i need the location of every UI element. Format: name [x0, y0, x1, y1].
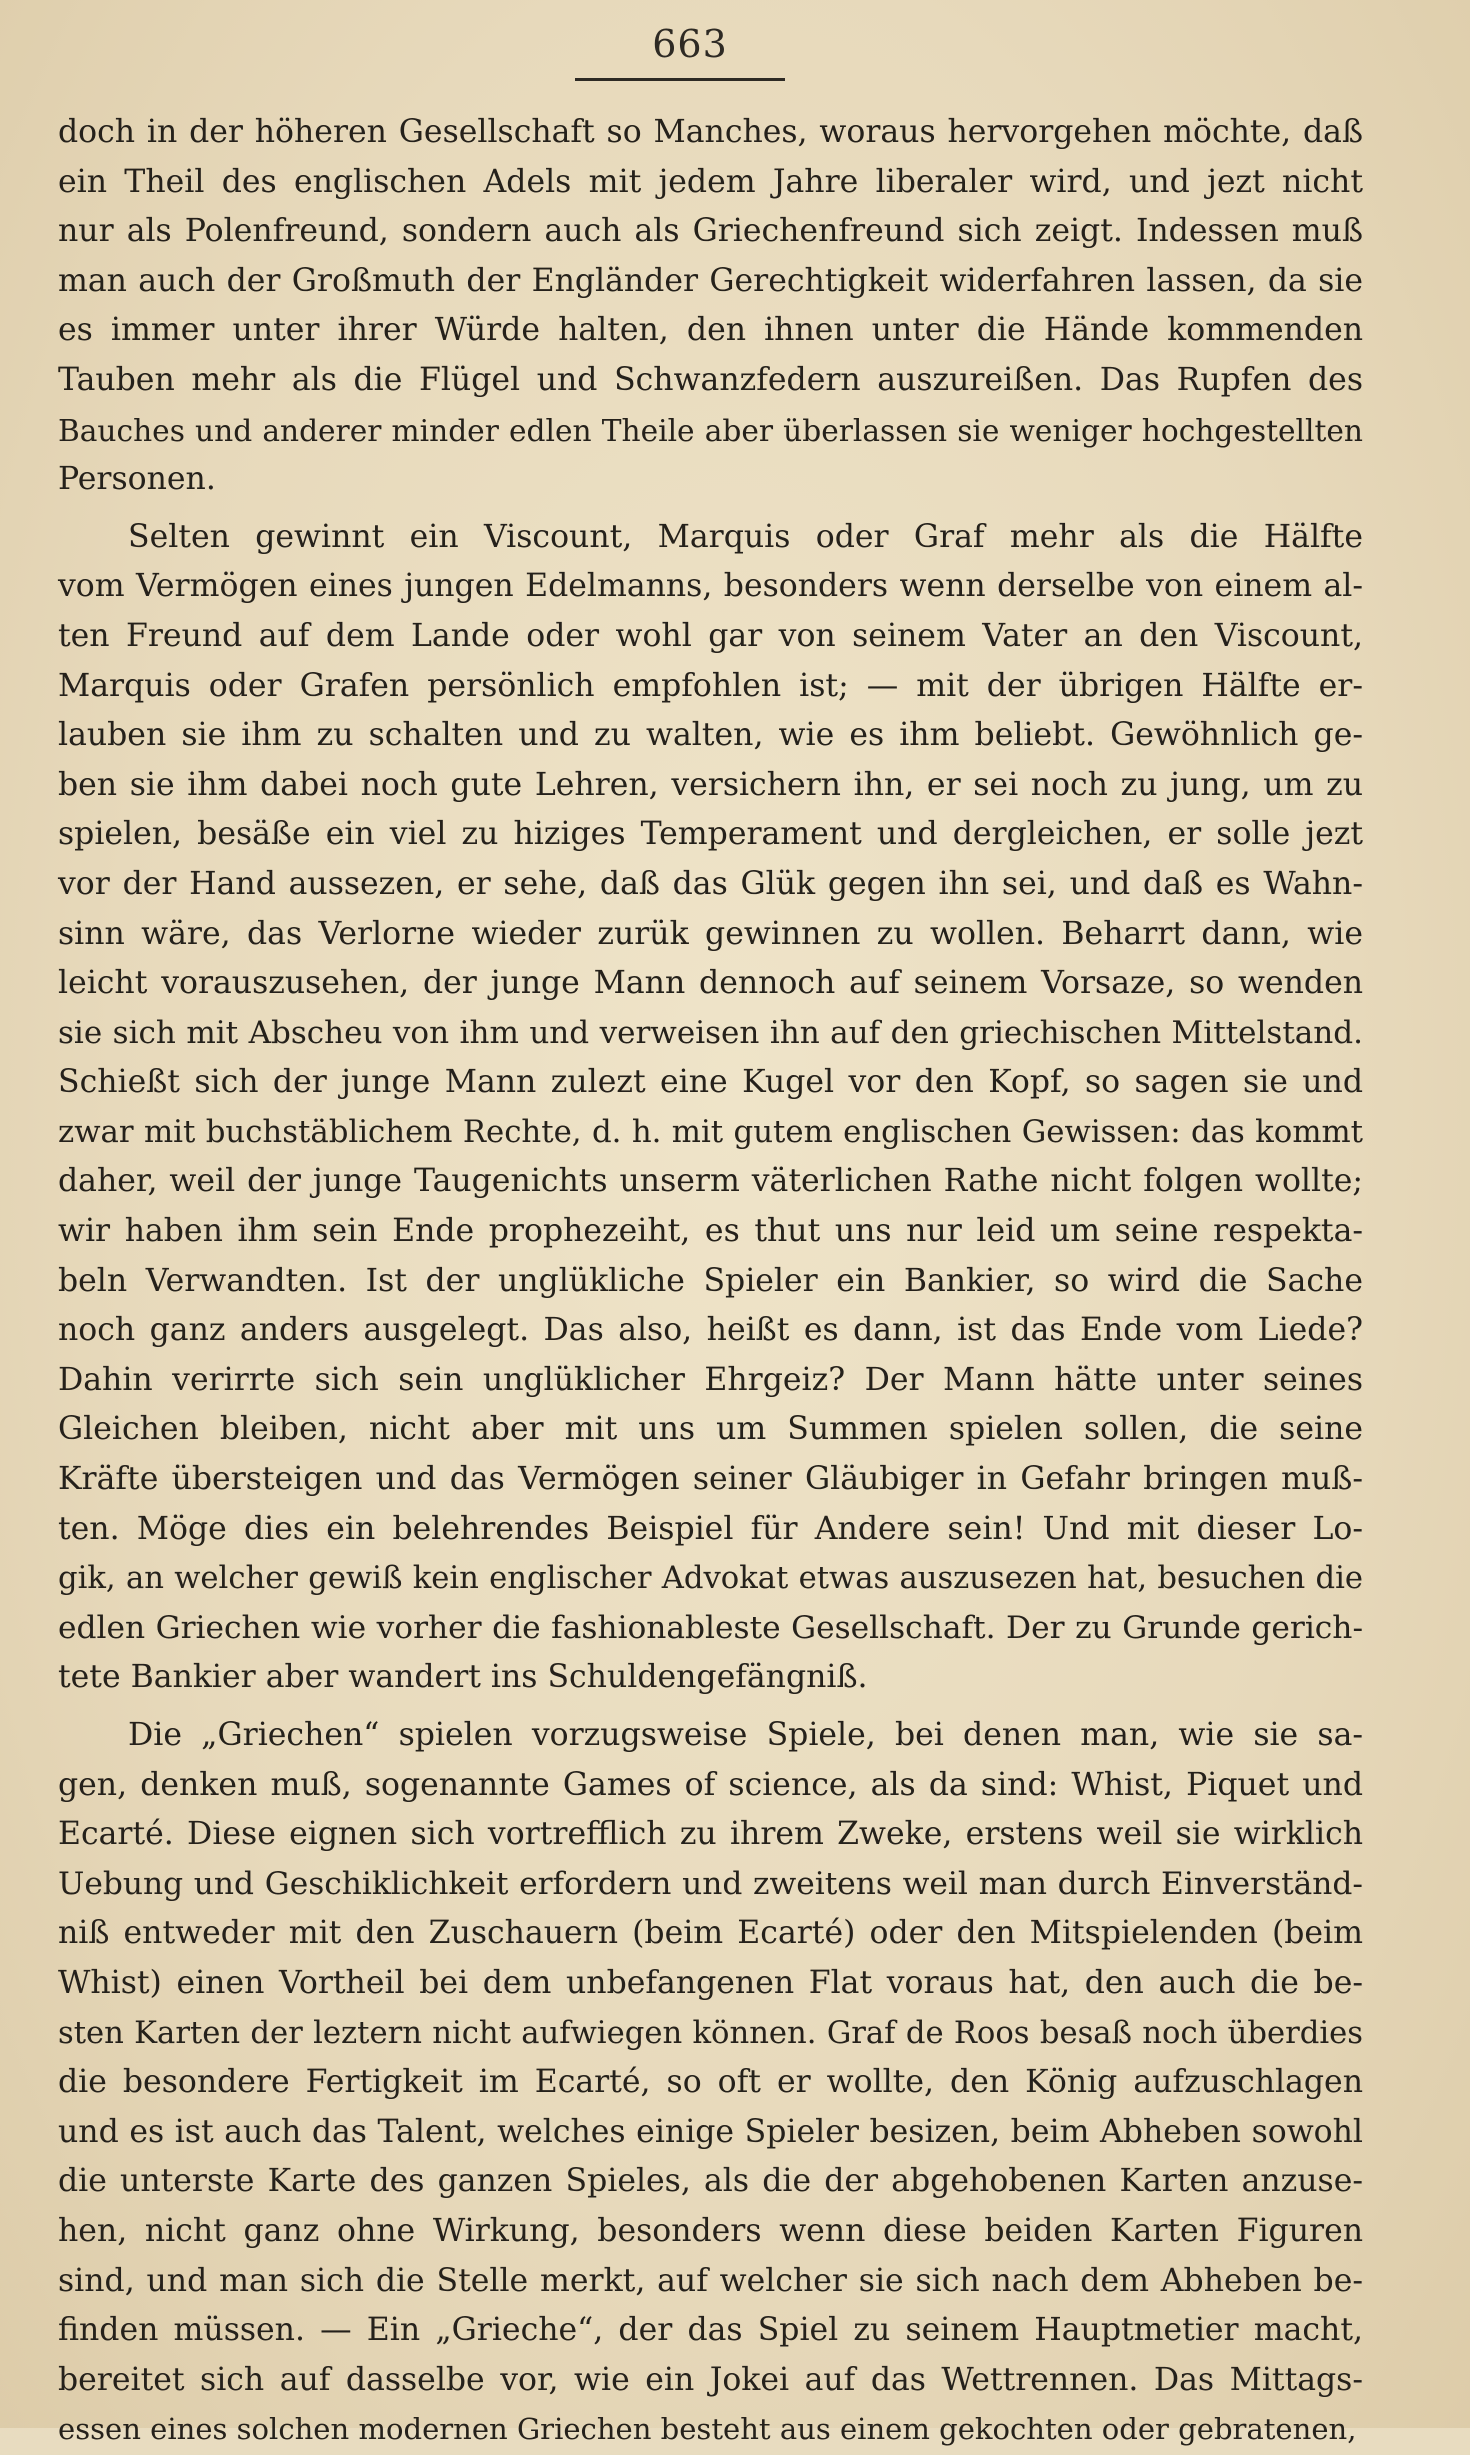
- header-rule: [575, 78, 785, 81]
- text-line: daher, weil der junge Taugenichts unserm väterlichen Rathe nicht folgen wollte;: [58, 1163, 1363, 1200]
- text-line: sind, und man sich die Stelle merkt, auf welcher sie sich nach dem Abheben be-: [58, 2262, 1363, 2299]
- text-line: gik, an welcher gewiß kein englischer Advokat etwas auszusezen hat, besuchen die: [58, 1561, 1363, 1597]
- text-line: leicht vorauszusehen, der junge Mann dennoch auf seinem Vorsaze, so wenden: [58, 965, 1363, 1002]
- text-line: ten. Möge dies ein belehrendes Beispiel für Andere sein! Und mit dieser Lo-: [58, 1510, 1363, 1547]
- paragraph-gap: [58, 505, 1363, 513]
- text-line: sie sich mit Abscheu von ihm und verweisen ihn auf den griechischen Mittelstand.: [58, 1014, 1363, 1051]
- text-line: Marquis oder Grafen persönlich empfohlen ist; — mit der übrigen Hälfte er-: [58, 667, 1363, 704]
- text-line: man auch der Großmuth der Engländer Gerechtigkeit widerfahren lassen, da sie: [58, 262, 1363, 299]
- text-line: hen, nicht ganz ohne Wirkung, besonders wenn diese beiden Karten Figuren: [58, 2212, 1363, 2249]
- text-line: zwar mit buchstäblichem Rechte, d. h. mit gutem englischen Gewissen: das kommt: [58, 1113, 1363, 1150]
- text-line: die unterste Karte des ganzen Spieles, als die der abgehobenen Karten anzuse-: [58, 2163, 1363, 2200]
- paragraph-3: [58, 1711, 1363, 2455]
- text-line: Uebung und Geschiklichkeit erfordern und zweitens weil man durch Einverständ-: [58, 1865, 1363, 1902]
- text-line: Ecarté. Diese eignen sich vortrefflich zu ihrem Zweke, erstens weil sie wirklich: [58, 1816, 1363, 1853]
- text-line: essen eines solchen modernen Griechen besteht aus einem gekochten oder gebratenen,: [58, 2412, 1357, 2447]
- text-line: Schießt sich der junge Mann zulezt eine Kugel vor den Kopf, so sagen sie und: [58, 1064, 1363, 1101]
- text-line: Whist) einen Vortheil bei dem unbefangenen Flat voraus hat, den auch die be-: [58, 1964, 1363, 2001]
- text-line: ein Theil des englischen Adels mit jedem Jahre liberaler wird, und jezt nicht: [58, 163, 1363, 200]
- text-line: es immer unter ihrer Würde halten, den ihnen unter die Hände kommenden: [58, 312, 1363, 349]
- text-line: die besondere Fertigkeit im Ecarté, so oft er wollte, den König aufzuschlagen: [58, 2064, 1363, 2101]
- text-line: Dahin verirrte sich sein unglüklicher Ehrgeiz? Der Mann hätte unter seines: [58, 1361, 1363, 1398]
- text-line: sinn wäre, das Verlorne wieder zurük gewinnen zu wollen. Beharrt dann, wie: [58, 915, 1363, 952]
- text-line: bereitet sich auf dasselbe vor, wie ein Jokei auf das Wettrennen. Das Mittags-: [58, 2361, 1363, 2398]
- text-line: tete Bankier aber wandert ins Schuldengefängniß.: [58, 1659, 868, 1696]
- text-line: Kräfte übersteigen und das Vermögen seiner Gläubiger in Gefahr bringen muß-: [58, 1461, 1363, 1498]
- text-line: ben sie ihm dabei noch gute Lehren, versichern ihn, er sei noch zu jung, um zu: [58, 766, 1363, 803]
- text-line: nur als Polenfreund, sondern auch als Griechenfreund sich zeigt. Indessen muß: [58, 213, 1363, 250]
- text-line: beln Verwandten. Ist der unglükliche Spieler ein Bankier, so wird die Sache: [58, 1262, 1363, 1299]
- text-line: noch ganz anders ausgelegt. Das also, heißt es dann, ist das Ende vom Liede?: [58, 1312, 1363, 1349]
- text-line: Tauben mehr als die Flügel und Schwanzfedern auszureißen. Das Rupfen des: [58, 361, 1363, 398]
- text-line: spielen, besäße ein viel zu hiziges Temperament und dergleichen, er solle jezt: [58, 816, 1363, 853]
- paragraph-2: [58, 513, 1363, 1703]
- text-line: und es ist auch das Talent, welches einige Spieler besizen, beim Abheben sowohl: [58, 2113, 1363, 2150]
- text-line: edlen Griechen wie vorher die fashionableste Gesellschaft. Der zu Grunde gerich-: [58, 1609, 1363, 1646]
- text-line: vom Vermögen eines jungen Edelmanns, besonders wenn derselbe von einem al-: [58, 568, 1363, 605]
- text-line: Selten gewinnt ein Viscount, Marquis oder Graf mehr als die Hälfte: [128, 518, 1363, 555]
- paragraph-1: [58, 108, 1363, 505]
- paragraph-gap: [58, 1703, 1363, 1711]
- text-line: lauben sie ihm zu schalten und zu walten, wie es ihm beliebt. Gewöhnlich ge-: [58, 717, 1363, 754]
- text-line: Die „Griechen“ spielen vorzugsweise Spiele, bei denen man, wie sie sa-: [128, 1717, 1363, 1753]
- text-line: wir haben ihm sein Ende prophezeiht, es thut uns nur leid um seine respekta-: [58, 1213, 1363, 1250]
- body-text: [58, 108, 1363, 2455]
- text-line: finden müssen. — Ein „Grieche“, der das Spiel zu seinem Hauptmetier macht,: [58, 2312, 1363, 2349]
- text-line: sten Karten der leztern nicht aufwiegen können. Graf de Roos besaß noch überdies: [58, 2015, 1363, 2051]
- text-line: Bauches und anderer minder edlen Theile aber überlassen sie weniger hochgestellten: [58, 412, 1363, 448]
- page-number: 663: [652, 22, 728, 66]
- text-line: ten Freund auf dem Lande oder wohl gar von seinem Vater an den Viscount,: [58, 617, 1363, 654]
- text-line: doch in der höheren Gesellschaft so Manches, woraus hervorgehen möchte, daß: [58, 114, 1363, 150]
- text-line: gen, denken muß, sogenannte Games of science, als da sind: Whist, Piquet und: [58, 1766, 1363, 1803]
- text-line: niß entweder mit den Zuschauern (beim Ecarté) oder den Mitspielenden (beim: [58, 1915, 1363, 1952]
- text-line: Gleichen bleiben, nicht aber mit uns um Summen spielen sollen, die seine: [58, 1411, 1363, 1448]
- text-line: vor der Hand aussezen, er sehe, daß das Glük gegen ihn sei, und daß es Wahn-: [58, 865, 1363, 902]
- text-line: Personen.: [58, 461, 216, 498]
